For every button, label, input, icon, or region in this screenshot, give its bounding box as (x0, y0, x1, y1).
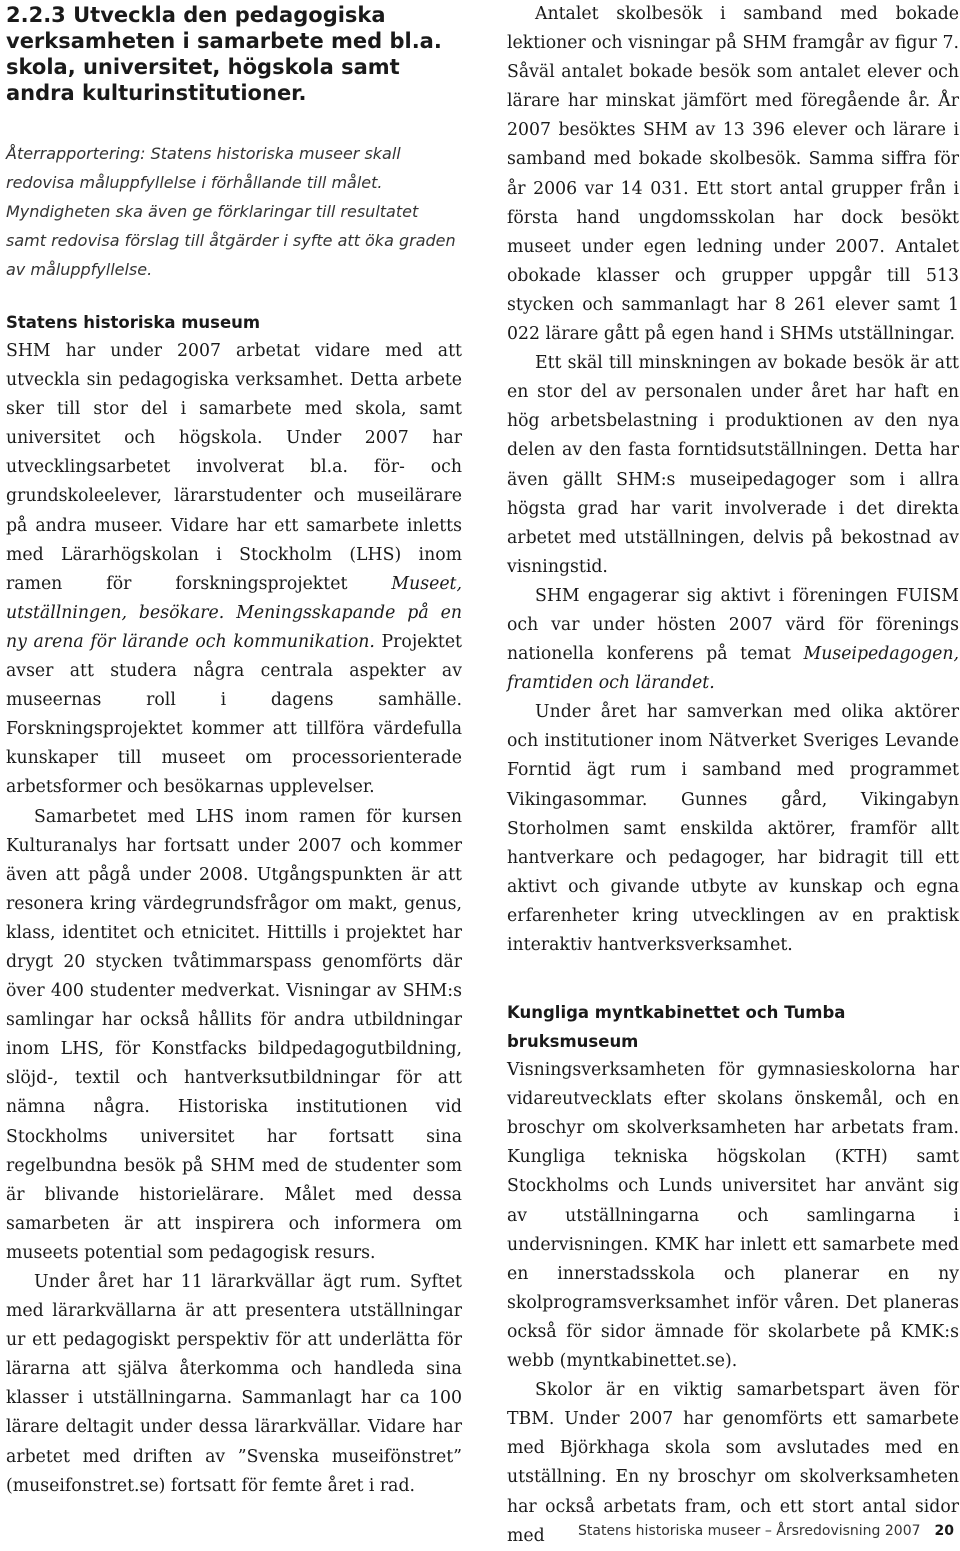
paragraph-shm-3: Under året har 11 lärarkvällar ägt rum. Syftet med lärarkvällarna är att presentera utställningar ur ett pedagogiskt perspektiv för att underlätta för lärarna att själva återkomma och handleda sina klasser i utställningarna. Sammanlagt har ca 100 lärare deltagit under dessa lärarkvällar. Vidare har arbetet med driften av ”Svenska museifönstret” (museifonstret.se) fortsatt för femte året i rad. (6, 1272, 462, 1496)
right-column (507, 0, 959, 1551)
subheading-shm: Statens historiska museum (6, 313, 261, 332)
paragraph-network: Under året har samverkan med olika aktörer och institutioner inom Nätverket Sveriges Levande Forntid ägt rum i samband med programmet Vikingasommar. Gunnes gård, Vikingabyn Storholmen samt enskilda aktörer, framför allt hantverkare och pedagoger, har bidragit till ett aktivt och givande utbyte av kunskap och egna erfarenheter kring utvecklingen av en praktisk interaktiv hantverksverksamhet. (507, 702, 959, 955)
paragraph-shm-1 (6, 337, 462, 803)
project-title: Museet, utställningen, besökare. Meningsskapande på en ny arena för lärande och kommunikation. (6, 573, 462, 652)
paragraph-school-visits: Antalet skolbesök i samband med bokade lektioner och visningar på SHM framgår av figur 7. Såväl antalet bokade besök som antalet elever och lärare har minskat jämfört med föregående år. År 2007 besöktes SHM av 13 396 elever och lärare i samband med bokade skolbesök. Samma siffra för år 2006 var 14 031. Ett stort antal grupper från i första hand ungdomsskolan har dock besökt museet under egen ledning under 2007. Antalet obokade klasser och grupper uppgår till 513 stycken och sammanlagt har 8 261 elever samt 1 022 lärare gått på egen hand i SHMs utställningar. (507, 4, 959, 345)
page-footer (578, 1523, 954, 1539)
paragraph-decrease-reason: Ett skäl till minskningen av bokade besök är att en stor del av personalen under året har haft en hög arbetsbelastning i produktionen av den nya delen av den fasta forntidsutställningen. Detta har även gällt SHM:s museipedagoger som i allra högsta grad har varit involverade i det direkta arbetet med utställningen, delvis på bekostnad av visningstid. (507, 353, 959, 577)
reporting-requirement: Återrapportering: Statens historiska museer skall redovisa måluppfyllelse i förhållande till målet. Myndigheten ska även ge förklaringar till resultatet samt redovisa förslag till åtgärder i syfte att öka graden av måluppfyllelse. (6, 144, 456, 279)
subheading-kmk-tbm: Kungliga myntkabinettet och Tumba bruksmuseum (507, 1003, 846, 1052)
footer-title: Statens historiska museer – Årsredovisning 2007 (578, 1523, 921, 1539)
paragraph-kmk: Visningsverksamheten för gymnasieskolorna har vidareutvecklats efter skolans önskemål, och en broschyr om skolverksamheten har arbetats fram. Kungliga tekniska högskolan (KTH) samt Stockholms och Lunds universitet har använt sig av utställningarna och samlingarna i undervisningen. KMK har inlett ett samarbete med en innerstadsskola och planerar en ny skolprogramsverksamhet inför våren. Det planeras också för sidor ämnade för skolarbete på KMK:s webb (myntkabinettet.se). (507, 1060, 959, 1372)
paragraph-tbm: Skolor är en viktig samarbetspart även för TBM. Under 2007 har genomförts ett samarbete med Björkhaga skola som avslutades med en utställning. En ny broschyr om skolverksamheten har också arbetats fram, och ett stort antal sidor med (507, 1380, 959, 1546)
conference-theme: Museipedagogen, framtiden och lärandet. (507, 644, 959, 694)
paragraph-text: Projektet avser att studera några centrala aspekter av museernas roll i dagens samhälle. Forskningsprojektet kommer att tillföra värdefulla kunskaper till museet om processorienterade arbetsformer och besökarnas upplevelser. (6, 631, 462, 798)
paragraph-shm-2: Samarbetet med LHS inom ramen för kursen Kulturanalys har fortsatt under 2007 och kommer även att pågå under 2008. Utgångspunkten är att resonera kring värdegrundsfrågor om makt, genus, klass, identitet och etnicitet. Hittills i projektet har drygt 20 stycken tvåtimmarspass genomförts där över 400 studenter medverkat. Visningar av SHM:s samlingar har också hållits för andra utbildningar inom LHS, för Konstfacks bildpedagogutbildning, slöjd-, textil och hantverksutbildningar för att nämna några. Historiska institutionen vid Stockholms universitet har fortsatt sina regelbundna besök på SHM med de studenter som är blivande historielärare. Målet med dessa samarbeten är att inspirera och informera om museets potential som pedagogisk resurs. (6, 806, 462, 1263)
section-heading: 2.2.3 Utveckla den pedagogiska verksamheten i samarbete med bl.a. skola, universitet, högskola samt andra kulturinstitutioner. (6, 3, 442, 105)
paragraph-fuism (507, 582, 959, 698)
paragraph-text: SHM har under 2007 arbetat vidare med att utveckla sin pedagogiska verksamhet. Detta arbete sker till stor del i samarbete med skola, samt universitet och högskola. Under 2007 har utvecklingsarbetet involverat bl.a. för- och grundskoleelever, lärarstudenter och museilärare på andra museer. Vidare har ett samarbete inletts med Lärarhögskolan i Stockholm (LHS) inom ramen för forskningsprojektet (6, 341, 462, 594)
paragraph-text: SHM engagerar sig aktivt i föreningen FUISM och var under hösten 2007 värd för förenings nationella konferens på temat (507, 585, 959, 665)
page-number: 20 (934, 1523, 954, 1539)
left-column (6, 0, 462, 1501)
